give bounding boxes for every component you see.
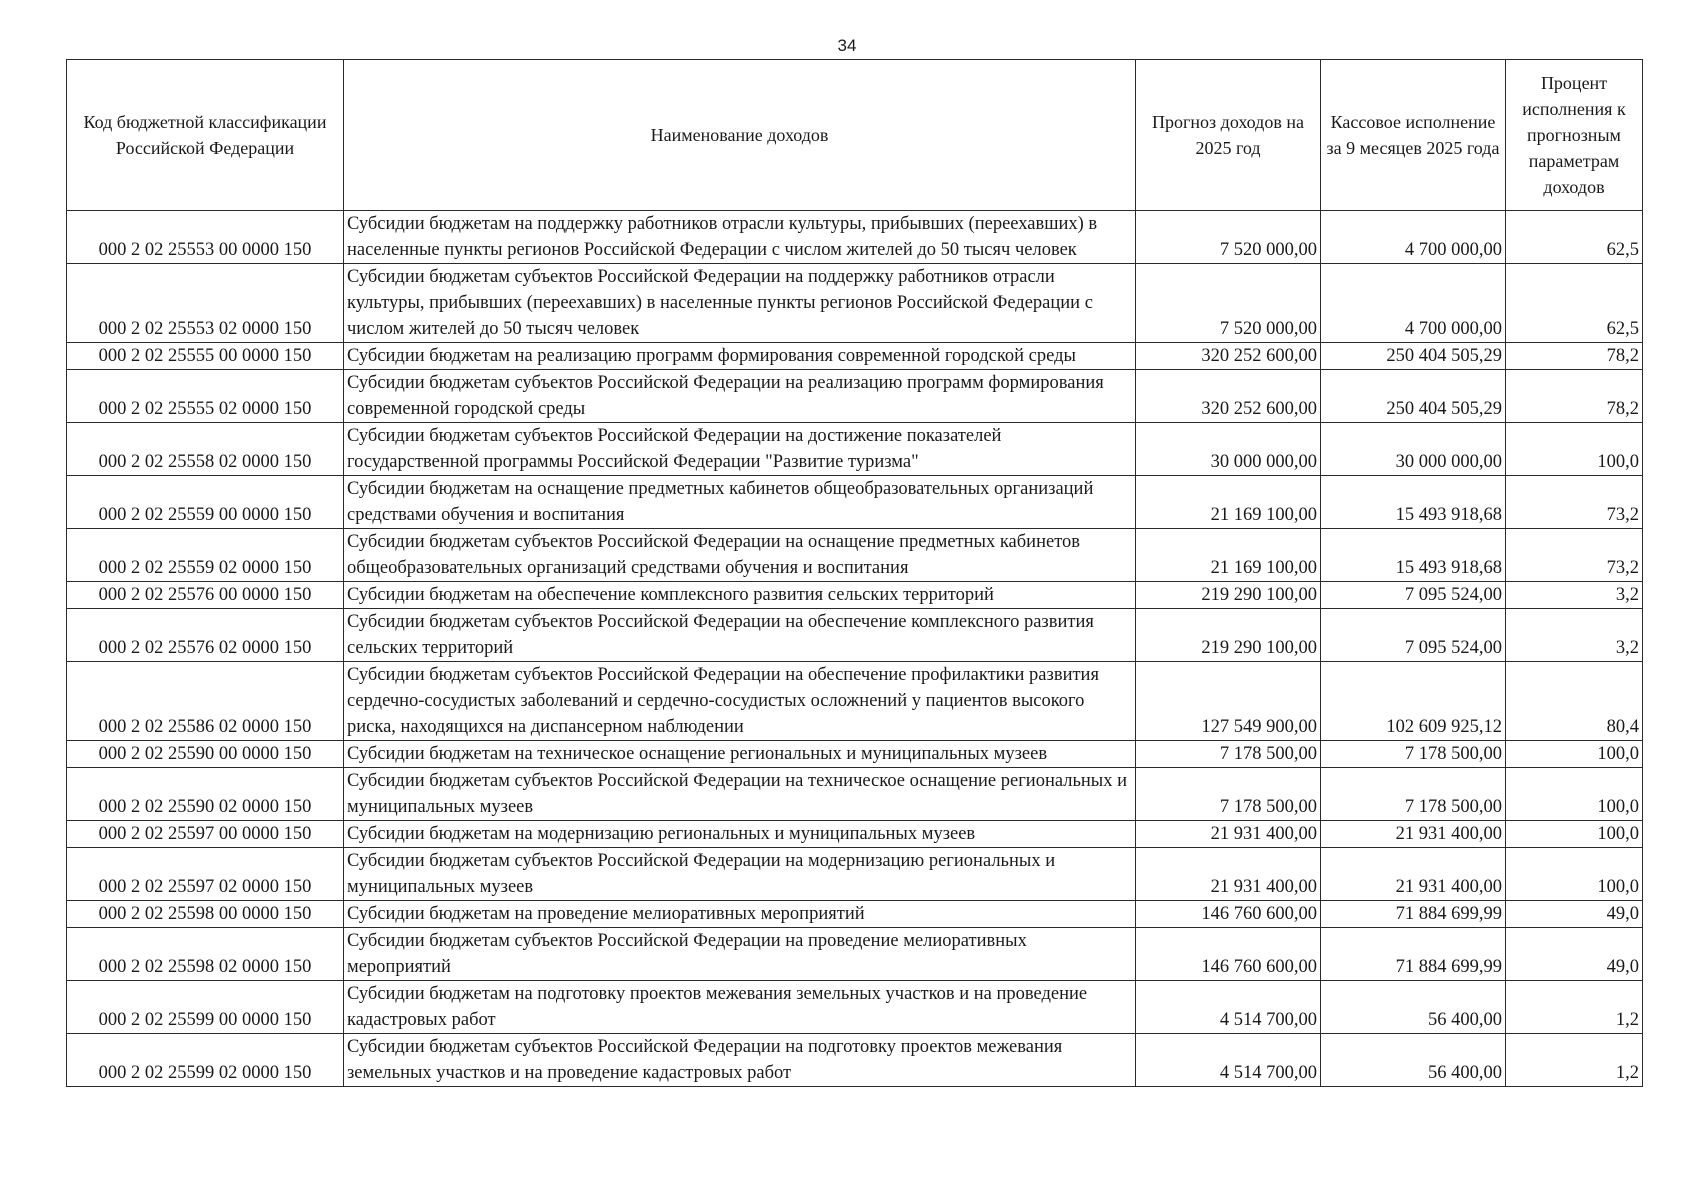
row-forecast-cell: 7 520 000,00 xyxy=(1136,211,1321,264)
row-code-cell: 000 2 02 25559 00 0000 150 xyxy=(67,476,344,529)
row-percent-cell: 1,2 xyxy=(1506,1034,1643,1087)
row-code-cell: 000 2 02 25590 00 0000 150 xyxy=(67,741,344,768)
row-code-cell: 000 2 02 25576 02 0000 150 xyxy=(67,609,344,662)
row-name-cell: Субсидии бюджетам на поддержку работников отрасли культуры, прибывших (переехавших) в населенные пункты регионов Российской Федерации с числом жителей до 50 тысяч человек xyxy=(344,211,1136,264)
row-executed-cell: 71 884 699,99 xyxy=(1321,901,1506,928)
table-row xyxy=(67,768,1643,821)
table-row xyxy=(67,821,1643,848)
row-executed-cell: 15 493 918,68 xyxy=(1321,476,1506,529)
row-name-cell: Субсидии бюджетам субъектов Российской Федерации на реализацию программ формирования современной городской среды xyxy=(344,370,1136,423)
table-row xyxy=(67,848,1643,901)
row-name-cell: Субсидии бюджетам на обеспечение комплексного развития сельских территорий xyxy=(344,582,1136,609)
row-percent-cell: 78,2 xyxy=(1506,370,1643,423)
row-percent-cell: 100,0 xyxy=(1506,848,1643,901)
row-percent-cell: 78,2 xyxy=(1506,343,1643,370)
row-executed-cell: 250 404 505,29 xyxy=(1321,343,1506,370)
row-percent-cell: 73,2 xyxy=(1506,529,1643,582)
table-row xyxy=(67,609,1643,662)
row-code-cell: 000 2 02 25598 00 0000 150 xyxy=(67,901,344,928)
row-forecast-cell: 21 169 100,00 xyxy=(1136,476,1321,529)
row-code-cell: 000 2 02 25576 00 0000 150 xyxy=(67,582,344,609)
table-row xyxy=(67,264,1643,343)
row-percent-cell: 80,4 xyxy=(1506,662,1643,741)
header-code: Код бюджетной классификации Российской Федерации xyxy=(67,60,344,211)
row-name-cell: Субсидии бюджетам субъектов Российской Федерации на оснащение предметных кабинетов общеобразовательных организаций средствами обучения и воспитания xyxy=(344,529,1136,582)
table-row xyxy=(67,901,1643,928)
row-name-cell: Субсидии бюджетам субъектов Российской Федерации на обеспечение комплексного развития сельских территорий xyxy=(344,609,1136,662)
header-percent: Процент исполнения к прогнозным параметрам доходов xyxy=(1506,60,1643,211)
row-percent-cell: 62,5 xyxy=(1506,264,1643,343)
row-code-cell: 000 2 02 25555 00 0000 150 xyxy=(67,343,344,370)
row-name-cell: Субсидии бюджетам субъектов Российской Федерации на модернизацию региональных и муниципальных музеев xyxy=(344,848,1136,901)
table-row xyxy=(67,211,1643,264)
row-name-cell: Субсидии бюджетам на проведение мелиоративных мероприятий xyxy=(344,901,1136,928)
row-executed-cell: 30 000 000,00 xyxy=(1321,423,1506,476)
row-code-cell: 000 2 02 25597 02 0000 150 xyxy=(67,848,344,901)
row-forecast-cell: 21 931 400,00 xyxy=(1136,848,1321,901)
row-executed-cell: 21 931 400,00 xyxy=(1321,821,1506,848)
row-forecast-cell: 4 514 700,00 xyxy=(1136,1034,1321,1087)
table-row xyxy=(67,529,1643,582)
row-name-cell: Субсидии бюджетам субъектов Российской Федерации на обеспечение профилактики развития сердечно-сосудистых заболеваний и сердечно-сосудистых осложнений у пациентов высокого риска, находящихся на диспансерном наблюдении xyxy=(344,662,1136,741)
row-forecast-cell: 7 178 500,00 xyxy=(1136,741,1321,768)
table-row xyxy=(67,343,1643,370)
row-percent-cell: 73,2 xyxy=(1506,476,1643,529)
row-executed-cell: 21 931 400,00 xyxy=(1321,848,1506,901)
header-name: Наименование доходов xyxy=(344,60,1136,211)
row-executed-cell: 102 609 925,12 xyxy=(1321,662,1506,741)
row-forecast-cell: 219 290 100,00 xyxy=(1136,609,1321,662)
row-name-cell: Субсидии бюджетам субъектов Российской Федерации на подготовку проектов межевания земельных участков и на проведение кадастровых работ xyxy=(344,1034,1136,1087)
row-code-cell: 000 2 02 25598 02 0000 150 xyxy=(67,928,344,981)
row-name-cell: Субсидии бюджетам на подготовку проектов межевания земельных участков и на проведение кадастровых работ xyxy=(344,981,1136,1034)
row-code-cell: 000 2 02 25586 02 0000 150 xyxy=(67,662,344,741)
table-row xyxy=(67,476,1643,529)
row-executed-cell: 71 884 699,99 xyxy=(1321,928,1506,981)
row-forecast-cell: 21 931 400,00 xyxy=(1136,821,1321,848)
row-name-cell: Субсидии бюджетам субъектов Российской Федерации на проведение мелиоративных мероприятий xyxy=(344,928,1136,981)
row-forecast-cell: 219 290 100,00 xyxy=(1136,582,1321,609)
row-forecast-cell: 320 252 600,00 xyxy=(1136,370,1321,423)
row-code-cell: 000 2 02 25558 02 0000 150 xyxy=(67,423,344,476)
row-code-cell: 000 2 02 25553 00 0000 150 xyxy=(67,211,344,264)
row-forecast-cell: 7 520 000,00 xyxy=(1136,264,1321,343)
row-name-cell: Субсидии бюджетам на реализацию программ формирования современной городской среды xyxy=(344,343,1136,370)
row-code-cell: 000 2 02 25555 02 0000 150 xyxy=(67,370,344,423)
row-forecast-cell: 30 000 000,00 xyxy=(1136,423,1321,476)
row-percent-cell: 3,2 xyxy=(1506,582,1643,609)
row-forecast-cell: 320 252 600,00 xyxy=(1136,343,1321,370)
row-code-cell: 000 2 02 25559 02 0000 150 xyxy=(67,529,344,582)
row-percent-cell: 49,0 xyxy=(1506,928,1643,981)
row-executed-cell: 4 700 000,00 xyxy=(1321,264,1506,343)
budget-revenue-table xyxy=(66,59,1643,1087)
row-forecast-cell: 127 549 900,00 xyxy=(1136,662,1321,741)
page-number: 34 xyxy=(837,36,857,55)
table-row xyxy=(67,423,1643,476)
row-percent-cell: 3,2 xyxy=(1506,609,1643,662)
header-forecast: Прогноз доходов на 2025 год xyxy=(1136,60,1321,211)
row-percent-cell: 49,0 xyxy=(1506,901,1643,928)
row-forecast-cell: 21 169 100,00 xyxy=(1136,529,1321,582)
table-row xyxy=(67,582,1643,609)
row-name-cell: Субсидии бюджетам на модернизацию региональных и муниципальных музеев xyxy=(344,821,1136,848)
table-row xyxy=(67,741,1643,768)
table-row xyxy=(67,662,1643,741)
row-executed-cell: 7 095 524,00 xyxy=(1321,609,1506,662)
row-code-cell: 000 2 02 25597 00 0000 150 xyxy=(67,821,344,848)
row-percent-cell: 1,2 xyxy=(1506,981,1643,1034)
table-row xyxy=(67,928,1643,981)
row-name-cell: Субсидии бюджетам субъектов Российской Федерации на техническое оснащение региональных и муниципальных музеев xyxy=(344,768,1136,821)
row-name-cell: Субсидии бюджетам субъектов Российской Федерации на поддержку работников отрасли культуры, прибывших (переехавших) в населенные пункты регионов Российской Федерации с числом жителей до 50 тысяч человек xyxy=(344,264,1136,343)
table-header-row xyxy=(67,60,1643,211)
row-percent-cell: 100,0 xyxy=(1506,768,1643,821)
header-executed: Кассовое исполнение за 9 месяцев 2025 года xyxy=(1321,60,1506,211)
row-code-cell: 000 2 02 25590 02 0000 150 xyxy=(67,768,344,821)
row-percent-cell: 100,0 xyxy=(1506,423,1643,476)
row-name-cell: Субсидии бюджетам субъектов Российской Федерации на достижение показателей государственной программы Российской Федерации "Развитие туризма" xyxy=(344,423,1136,476)
row-executed-cell: 7 095 524,00 xyxy=(1321,582,1506,609)
table-row xyxy=(67,981,1643,1034)
row-name-cell: Субсидии бюджетам на оснащение предметных кабинетов общеобразовательных организаций средствами обучения и воспитания xyxy=(344,476,1136,529)
row-forecast-cell: 4 514 700,00 xyxy=(1136,981,1321,1034)
row-forecast-cell: 146 760 600,00 xyxy=(1136,928,1321,981)
row-name-cell: Субсидии бюджетам на техническое оснащение региональных и муниципальных музеев xyxy=(344,741,1136,768)
row-code-cell: 000 2 02 25599 00 0000 150 xyxy=(67,981,344,1034)
row-percent-cell: 100,0 xyxy=(1506,821,1643,848)
row-code-cell: 000 2 02 25599 02 0000 150 xyxy=(67,1034,344,1087)
row-executed-cell: 15 493 918,68 xyxy=(1321,529,1506,582)
row-forecast-cell: 146 760 600,00 xyxy=(1136,901,1321,928)
table-row xyxy=(67,370,1643,423)
table-row xyxy=(67,1034,1643,1087)
row-executed-cell: 7 178 500,00 xyxy=(1321,768,1506,821)
row-percent-cell: 62,5 xyxy=(1506,211,1643,264)
row-executed-cell: 56 400,00 xyxy=(1321,1034,1506,1087)
row-executed-cell: 4 700 000,00 xyxy=(1321,211,1506,264)
row-executed-cell: 56 400,00 xyxy=(1321,981,1506,1034)
row-forecast-cell: 7 178 500,00 xyxy=(1136,768,1321,821)
row-percent-cell: 100,0 xyxy=(1506,741,1643,768)
row-code-cell: 000 2 02 25553 02 0000 150 xyxy=(67,264,344,343)
row-executed-cell: 250 404 505,29 xyxy=(1321,370,1506,423)
row-executed-cell: 7 178 500,00 xyxy=(1321,741,1506,768)
